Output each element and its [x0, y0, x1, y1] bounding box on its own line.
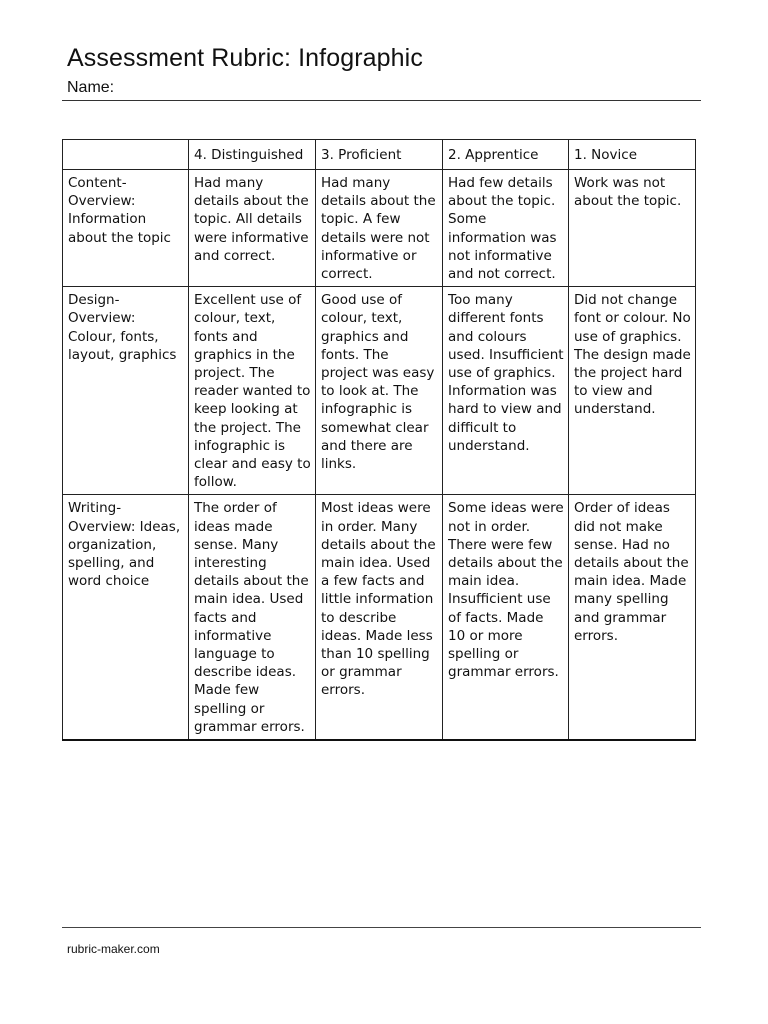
header-level-proficient: 3. Proficient — [316, 140, 443, 170]
cell-design-proficient: Good use of colour, text, graphics and fonts. The project was easy to look at. The infographic is somewhat clear and there are links. — [316, 287, 443, 495]
cell-content-proficient: Had many details about the topic. A few details were not informative or correct. — [316, 170, 443, 287]
cell-writing-apprentice: Some ideas were not in order. There were few details about the main idea. Insufficient use of facts. Made 10 or more spelling or grammar errors. — [443, 495, 569, 740]
cell-writing-novice: Order of ideas did not make sense. Had no details about the main idea. Made many spelling and grammar errors. — [569, 495, 696, 740]
cell-design-apprentice: Too many different fonts and colours used. Insufficient use of graphics. Information was hard to view and difficult to understand. — [443, 287, 569, 495]
name-underline — [62, 100, 701, 101]
criterion-content: Content-Overview: Information about the topic — [63, 170, 189, 287]
header-criteria-blank — [63, 140, 189, 170]
rubric-table — [62, 139, 696, 741]
name-label: Name: — [67, 79, 115, 96]
cell-content-novice: Work was not about the topic. — [569, 170, 696, 287]
page-title: Assessment Rubric: Infographic — [67, 44, 423, 72]
cell-writing-proficient: Most ideas were in order. Many details about the main idea. Used a few facts and little information to describe ideas. Made less than 10 spelling or grammar errors. — [316, 495, 443, 740]
criterion-writing: Writing-Overview: Ideas, organization, spelling, and word choice — [63, 495, 189, 740]
footer-source: rubric-maker.com — [67, 942, 160, 956]
cell-design-distinguished: Excellent use of colour, text, fonts and graphics in the project. The reader wanted to keep looking at the project. The infographic is clear and easy to follow. — [189, 287, 316, 495]
header-level-distinguished: 4. Distinguished — [189, 140, 316, 170]
table-row — [63, 287, 696, 495]
table-row — [63, 495, 696, 740]
criterion-design: Design-Overview: Colour, fonts, layout, graphics — [63, 287, 189, 495]
cell-writing-distinguished: The order of ideas made sense. Many interesting details about the main idea. Used facts and informative language to describe ideas. Made few spelling or grammar errors. — [189, 495, 316, 740]
footer-divider — [62, 927, 701, 928]
table-row — [63, 170, 696, 287]
header-level-novice: 1. Novice — [569, 140, 696, 170]
header-row — [63, 140, 696, 170]
cell-content-apprentice: Had few details about the topic. Some information was not informative and not correct. — [443, 170, 569, 287]
cell-content-distinguished: Had many details about the topic. All details were informative and correct. — [189, 170, 316, 287]
cell-design-novice: Did not change font or colour. No use of graphics. The design made the project hard to view and understand. — [569, 287, 696, 495]
header-level-apprentice: 2. Apprentice — [443, 140, 569, 170]
